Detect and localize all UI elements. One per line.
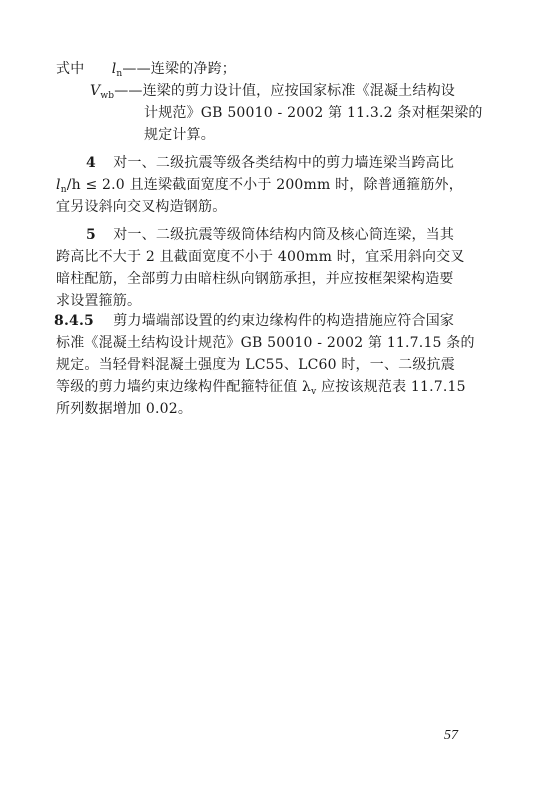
where-label: 式中 bbox=[56, 61, 85, 77]
paragraph-5-line-3: 暗柱配筋，全部剪力由暗柱纵向钢筋承担，并应按框架梁构造要 bbox=[56, 271, 454, 287]
paragraph-5-line-4: 求设置箍筋。 bbox=[56, 293, 142, 309]
vwb-definition-cont-2: 规定计算。 bbox=[144, 127, 215, 143]
section-8-4-5-line-1: 8.4.5 剪力墙端部设置的约束边缘构件的构造措施应符合国家 bbox=[54, 313, 455, 329]
symbol-ln: $l_n$ bbox=[111, 61, 123, 79]
ln-definition: ——连梁的净跨； bbox=[122, 61, 237, 77]
paragraph-4-line-3: 宜另设斜向交叉构造钢筋。 bbox=[56, 199, 227, 215]
paragraph-5-line-1: 5 对一、二级抗震等级筒体结构内筒及核心筒连梁，当其 bbox=[86, 227, 455, 243]
section-8-4-5-line-5: 所列数据增加 0.02。 bbox=[56, 401, 193, 417]
item-number-5: 5 bbox=[86, 227, 96, 243]
vwb-definition-cont-1: 计规范》GB 50010 - 2002 第 11.3.2 条对框架梁的 bbox=[144, 105, 483, 121]
item-number-4: 4 bbox=[86, 155, 96, 171]
page-number: 57 bbox=[444, 728, 458, 743]
section-8-4-5-line-2: 标准《混凝土结构设计规范》GB 50010 - 2002 第 11.7.15 条的 bbox=[56, 335, 475, 351]
paragraph-5-line-2: 跨高比不大于 2 且截面宽度不小于 400mm 时，宜采用斜向交叉 bbox=[56, 249, 465, 265]
section-number: 8.4.5 bbox=[54, 313, 94, 329]
section-8-4-5-line-3: 规定。当轻骨料混凝土强度为 LC55、LC60 时，一、二级抗震 bbox=[56, 357, 455, 373]
lambda-subscript: v bbox=[311, 387, 317, 397]
symbol-ln-2: $l_n$ bbox=[56, 177, 67, 195]
section-8-4-5-line-4: 等级的剪力墙约束边缘构件配箍特征值 $\lambda_v$ 应按该规范表 11.7.15 bbox=[56, 379, 466, 397]
paragraph-4-line-2: $l_n/h \le 2.0$ 且连梁截面宽度不小于 200mm 时，除普通箍筋外， bbox=[56, 177, 463, 195]
symbol-vwb: $V_{wb}$ bbox=[90, 83, 115, 101]
vwb-definition: ——连梁的剪力设计值，应按国家标准《混凝土结构设 bbox=[114, 83, 455, 99]
paragraph-4-line-1: 4 对一、二级抗震等级各类结构中的剪力墙连梁当跨高比 bbox=[86, 155, 455, 171]
